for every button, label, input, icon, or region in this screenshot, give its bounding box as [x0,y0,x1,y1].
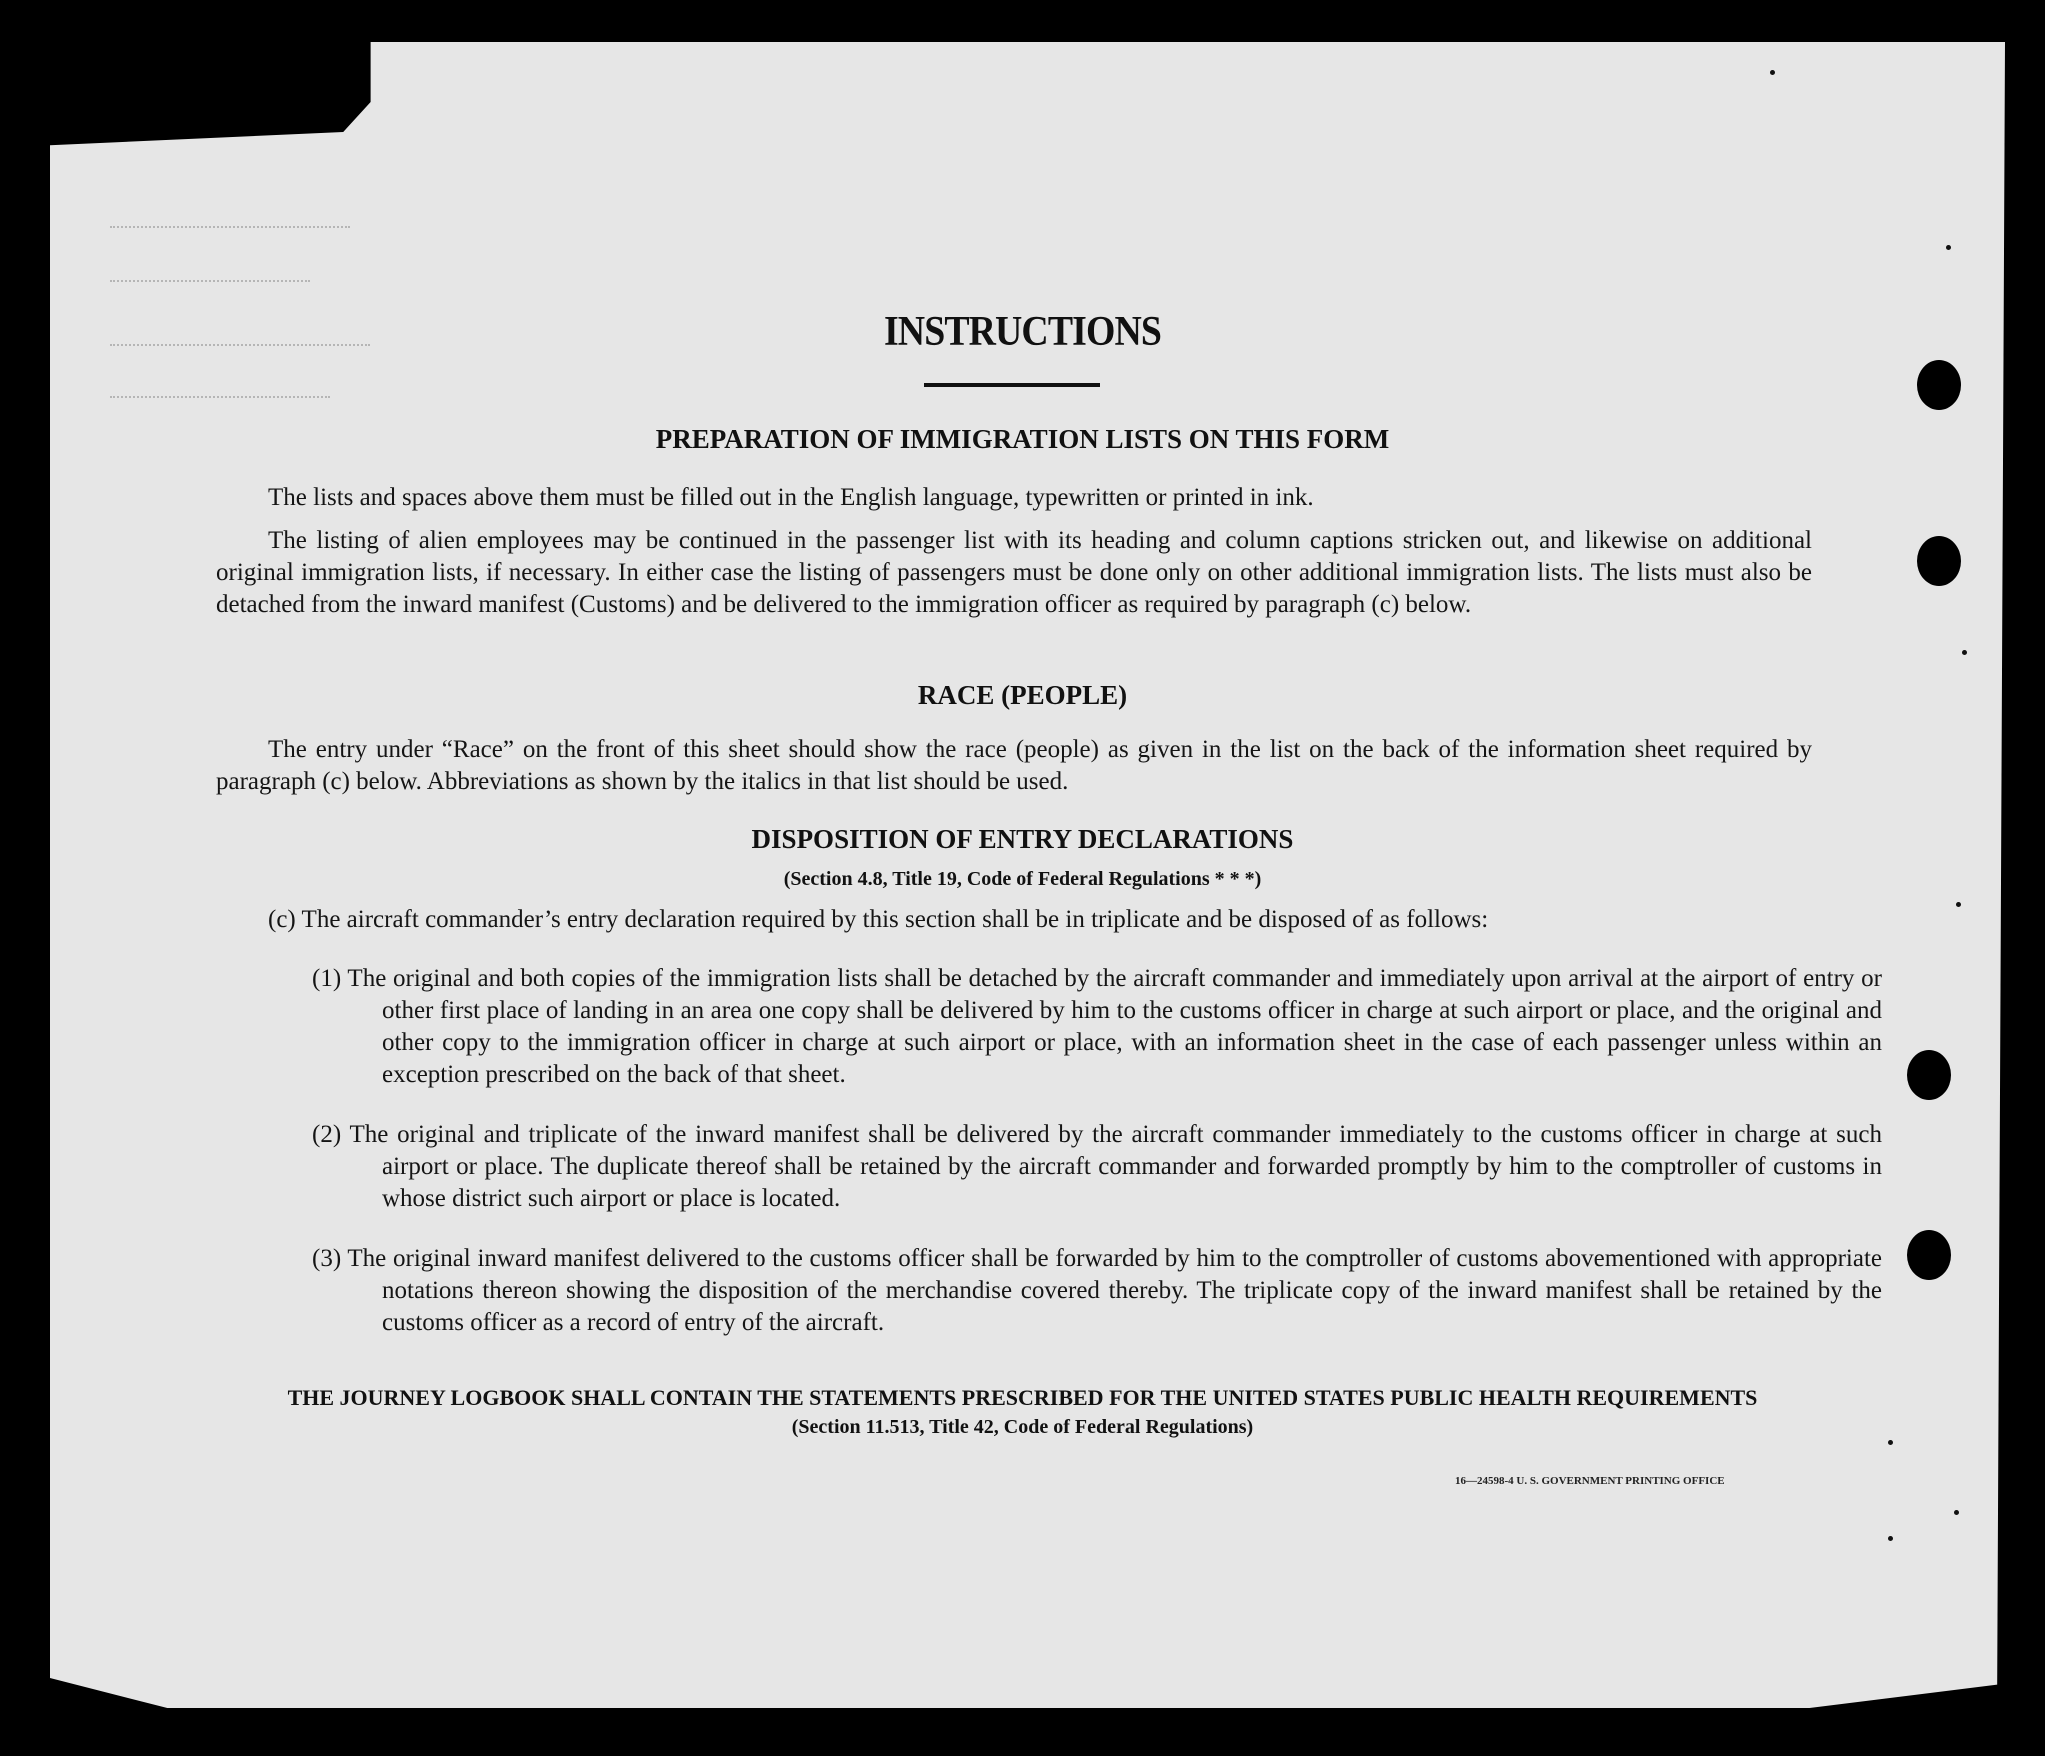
disposition-intro: (c) The aircraft commander’s entry declaration required by this section shall be in triplicate and be disposed of as follows: [268,906,1489,933]
title-underline [924,383,1100,387]
section-heading-preparation: PREPARATION OF IMMIGRATION LISTS ON THIS FORM [655,424,1390,454]
ink-speck [1770,70,1775,75]
punch-hole [1917,536,1961,586]
printing-office-imprint: 16—24598‑4 U. S. GOVERNMENT PRINTING OFFICE [1455,1475,1725,1487]
show-through-rule [110,226,350,229]
show-through-rule [110,280,310,283]
disposition-citation: (Section 4.8, Title 19, Code of Federal Regulations * * *) [783,868,1262,890]
race-paragraph: The entry under “Race” on the front of this sheet should show the race (people) as given in the list on the back of the information sheet required by paragraph (c) below. Abbreviations as shown by the italics in that list should be used. [216,736,1812,795]
section-heading-race: RACE (PEOPLE) [917,680,1128,710]
ink-speck [1946,245,1951,250]
health-requirements-note: THE JOURNEY LOGBOOK SHALL CONTAIN THE STATEMENTS PRESCRIBED FOR THE UNITED STATES PUBLIC HEALTH REQUIREMENTS [287,1385,1758,1410]
document-title: INSTRUCTIONS [883,309,1161,355]
health-requirements-citation: (Section 11.513, Title 42, Code of Federal Regulations) [791,1416,1254,1438]
ink-speck [1956,902,1961,907]
ink-speck [1962,650,1967,655]
preparation-paragraph-1: The lists and spaces above them must be filled out in the English language, typewritten or printed in ink. [268,484,1314,511]
disposition-item-2: (2) The original and triplicate of the inward manifest shall be delivered by the aircraft commander immediately to the customs officer in charge at such airport or place. The duplicate thereof shall be retained by the aircraft commander and forwarded promptly by him to the comptroller of customs in whose district such airport or place is located. [312,1121,1882,1212]
ink-speck [1888,1536,1893,1541]
preparation-paragraph-2: The listing of alien employees may be continued in the passenger list with its heading and column captions stricken out, and likewise on additional original immigration lists, if necessary. In either case the listing of passengers must be done only on other additional immigration lists. The lists must also be detached from the inward manifest (Customs) and be delivered to the immigration officer as required by paragraph (c) below. [216,527,1812,618]
ink-speck [1954,1510,1959,1515]
punch-hole [1907,1050,1951,1100]
section-heading-disposition: DISPOSITION OF ENTRY DECLARATIONS [751,824,1294,854]
disposition-item-3: (3) The original inward manifest delivered to the customs officer shall be forwarded by him to the comptroller of customs abovementioned with appropriate notations thereon showing the disposition of the merchandise covered thereby. The triplicate copy of the inward manifest shall be retained by the customs officer as a record of entry of the aircraft. [312,1245,1882,1336]
punch-hole [1917,360,1961,410]
ink-speck [1888,1440,1893,1445]
punch-hole [1907,1230,1951,1280]
show-through-rule [110,396,330,399]
disposition-item-1: (1) The original and both copies of the immigration lists shall be detached by the aircraft commander and immediately upon arrival at the airport of entry or other first place of landing in an area one copy shall be delivered by him to the customs officer in charge at such airport or place, and the original and other copy to the immigration officer in charge at such airport or place, with an information sheet in the case of each passenger unless within an exception prescribed on the back of that sheet. [312,965,1882,1088]
